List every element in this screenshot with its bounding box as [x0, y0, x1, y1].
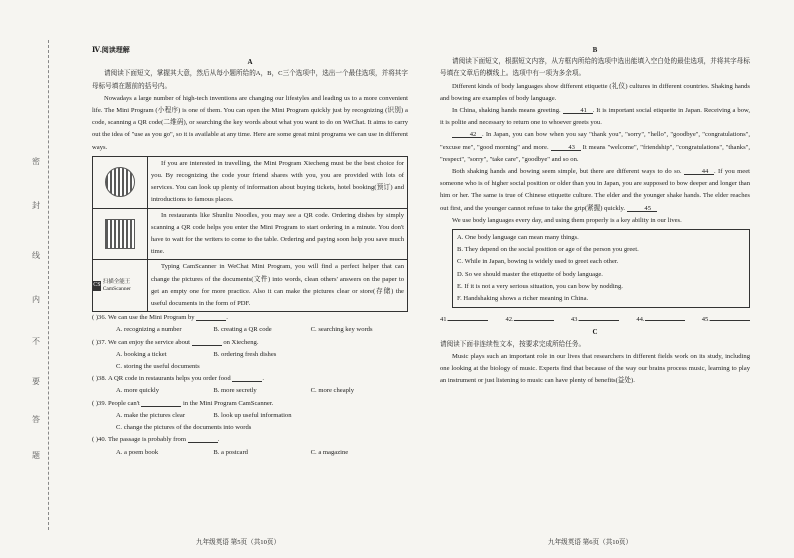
question-37	[92, 337, 408, 374]
option-item: D. So we should master the etiquette of body language.	[457, 270, 603, 278]
option: B. look up useful information	[213, 411, 292, 419]
passage-b-p4: Both shaking hands and bowing seem simple, but there are different ways to do so. 44 . If you meet someone who is of higher social position or older than you in Japan, you are supposed to bow deeper and longer than him or her. The same is true of Chinese etiquette culture. The elder and the younger shake hands. The elder reaches out first, and the younger cannot refuse to take the grip(紧握) quickly. 45	[440, 168, 750, 212]
question-number: ( )36.	[92, 314, 107, 322]
blank-42[interactable]: 42	[452, 129, 482, 138]
table-row	[93, 208, 407, 260]
part-a-label: A	[247, 58, 253, 67]
question-stem: People can't	[107, 399, 140, 407]
table-icon-cell	[93, 209, 148, 260]
answer-slot-43[interactable]: 43.	[571, 312, 619, 326]
question-stem: The passage is probably from	[107, 436, 186, 444]
answer-blank[interactable]	[196, 312, 226, 321]
question-list	[92, 312, 408, 458]
binding-char: 题	[32, 451, 40, 460]
option-item: E. If it is not a very serious situation, you can bow by nodding.	[457, 282, 623, 290]
table-row	[93, 157, 407, 208]
answer-slot-44[interactable]: 44.	[636, 312, 684, 326]
option: A. make the pictures clear	[116, 411, 186, 419]
qr-code-icon	[105, 167, 135, 197]
answer-slot-41[interactable]: 41.	[440, 312, 488, 326]
question-number: ( )38.	[92, 375, 107, 383]
question-number: ( )40.	[92, 436, 107, 444]
question-36	[92, 312, 408, 336]
answer-blank[interactable]	[232, 373, 262, 382]
page-footer-right: 九年级英语 第6页（共10页）	[548, 539, 633, 546]
blank-44[interactable]: 44	[684, 166, 714, 175]
option: C. searching key words	[310, 326, 373, 334]
left-column	[92, 44, 408, 459]
option: C. a magazine	[310, 448, 349, 456]
binding-line	[48, 40, 49, 530]
binding-strip	[26, 60, 46, 520]
option-item: A. One body language can mean many things.	[457, 234, 579, 242]
instruction-b: 请阅读下面短文，根据短文内容，从方框内所给的选项中选出能填入空白处的最佳选项，并将其字母标号填在文章后的横线上。选项中有一项为多余项。	[440, 58, 750, 78]
table-icon-cell	[93, 260, 148, 311]
passage-b-p2: In China, shaking hands means greeting. 41 . It is important social etiquette in Japan. Receiving a bow, it is polite and necessary to return one to whoever greets you.	[440, 107, 750, 127]
option: A. more quickly	[116, 387, 160, 395]
part-b-label: B	[592, 46, 598, 54]
question-stem: A QR code in restaurants helps you order food	[107, 375, 231, 383]
binding-char: 答	[32, 415, 40, 424]
question-after: on Xiecheng.	[223, 338, 259, 346]
blank-45[interactable]: 45	[627, 203, 657, 212]
blank-43[interactable]: 43	[551, 142, 581, 151]
binding-char: 要	[32, 377, 40, 386]
camscanner-label: 扫描全能王 CamScanner	[102, 278, 131, 292]
page-footer-left: 九年级英语 第5页（共10页）	[196, 539, 281, 546]
instruction-c: 请阅读下面非连续性文本，按要求完成所给任务。	[440, 340, 586, 348]
passage-b-p3: 42 . In Japan, you can bow when you say "thank you", "sorry", "hello", "goodbye", "congratulations", "excuse me", "good morning" and more. 43 It means "welcome", "friendship", "congratulations", "thanks", "respect", "sorry", "take care", "goodbye" and so on.	[440, 131, 750, 163]
part-c-label: C	[592, 328, 598, 337]
binding-char: 不	[32, 337, 40, 346]
option-item: C. While in Japan, bowing is widely used to greet each other.	[457, 258, 619, 266]
question-40	[92, 434, 408, 458]
option: B. a postcard	[213, 448, 248, 456]
option: A. a poem book	[116, 448, 159, 456]
binding-char: 封	[32, 201, 40, 210]
answer-slot-45[interactable]: 45.	[702, 312, 750, 326]
question-stem: We can use the Mini Program by	[107, 314, 195, 322]
answer-slot-42[interactable]: 42.	[505, 312, 553, 326]
option: A. booking a ticket	[116, 350, 167, 358]
option: C. more cheaply	[310, 387, 355, 395]
question-number: ( )37.	[92, 338, 107, 346]
answer-blank[interactable]	[188, 434, 218, 443]
question-38	[92, 373, 408, 397]
option-item: F. Handshaking shows a richer meaning in China.	[457, 295, 589, 303]
answer-blank[interactable]	[192, 337, 222, 346]
instruction-a: 请阅读下面短文，掌握其大意，然后从每小题所给的A，B，C三个选项中，选出一个最佳选项，并将其字母标号填在题前的括号内。	[92, 70, 408, 90]
question-after: in the Mini Program CamScanner.	[183, 399, 274, 407]
section-title: Ⅳ.阅读理解	[92, 46, 130, 54]
option: B. more secretly	[213, 387, 257, 395]
answer-row	[440, 312, 750, 326]
option: C. storing the useful documents	[116, 363, 200, 371]
blank-41[interactable]: 41	[563, 105, 593, 114]
passage-b-p5: We use body languages every day, and using them properly is a key ability in our lives.	[452, 216, 682, 224]
question-after: .	[226, 314, 228, 322]
binding-char: 密	[32, 157, 40, 166]
passage-c-p1: Music plays such an important role in our lives that researchers in different fields work on its study, including one looking at the biology of music. Experts find that because of the way our brains process music, learning to play an instrument or just listening to music can have plenty of benefits(益处).	[440, 352, 750, 385]
binding-char: 线	[32, 251, 40, 260]
question-after: .	[217, 436, 220, 444]
camscanner-logo-icon: CS 扫描全能王 CamScanner	[93, 279, 147, 293]
passage-a-intro: Nowadays a large number of high-tech inventions are changing our lifestyles and leading us to a more convenient life. The Mini Program (小程序) is one of them. You can open the Mini Program quickly just by recognizing (识别) a code, scanning a QR code(二维码), or searching the key words about what you want to do on WeChat. It aims to carry out the idea of "use as you go", so it is available at any time. Here are some great mini programs we can use in different ways.	[92, 94, 408, 151]
mini-program-table	[92, 156, 408, 312]
option: C. change the pictures of the documents into words	[116, 424, 252, 432]
option: B. creating a QR code	[213, 326, 272, 334]
table-text: In restaurants like Shunliu Noodles, you may see a QR code. Ordering dishes by simply scanning a QR code helps you enter the Mini Program to start ordering in a minute. You don't have to wait for the writers to come to the table. Ordering and paying soon help you save much time.	[151, 211, 404, 256]
passage-b-p1: Different kinds of body languages show different etiquette (礼仪) cultures in different countries. Shaking hands and bowing are examples of body language.	[440, 82, 750, 102]
options-box	[452, 229, 750, 308]
table-text: If you are interested in travelling, the Mini Program Xiecheng must be the best choice for you. By recognizing the code your friend shares with you, you are provided with lots of services. You can look up plenty of information about buying tickets, hotel booking(预订) and introductions to famous places.	[151, 159, 404, 204]
question-stem: We can enjoy the service about	[107, 338, 190, 346]
question-after: .	[262, 375, 264, 383]
table-row	[93, 259, 407, 311]
qr-code-icon	[105, 219, 135, 249]
question-number: ( )39.	[92, 399, 107, 407]
table-text: Typing CamScanner in WeChat Mini Program, you will find a perfect helper that can change the pictures of the documents(文件) into words, clean others' answers on the paper to get an empty one for more practice. Also it can make the pictures clear or store(存储) the useful documents in the form of PDF.	[151, 263, 404, 308]
option: B. ordering fresh dishes	[213, 350, 277, 358]
answer-blank[interactable]	[141, 398, 181, 407]
option: A. recognizing a number	[116, 326, 182, 334]
binding-char: 内	[32, 295, 40, 304]
table-icon-cell	[93, 157, 148, 208]
right-column	[440, 44, 750, 387]
option-item: B. They depend on the social position or age of the person you greet.	[457, 246, 639, 254]
question-39	[92, 398, 408, 435]
